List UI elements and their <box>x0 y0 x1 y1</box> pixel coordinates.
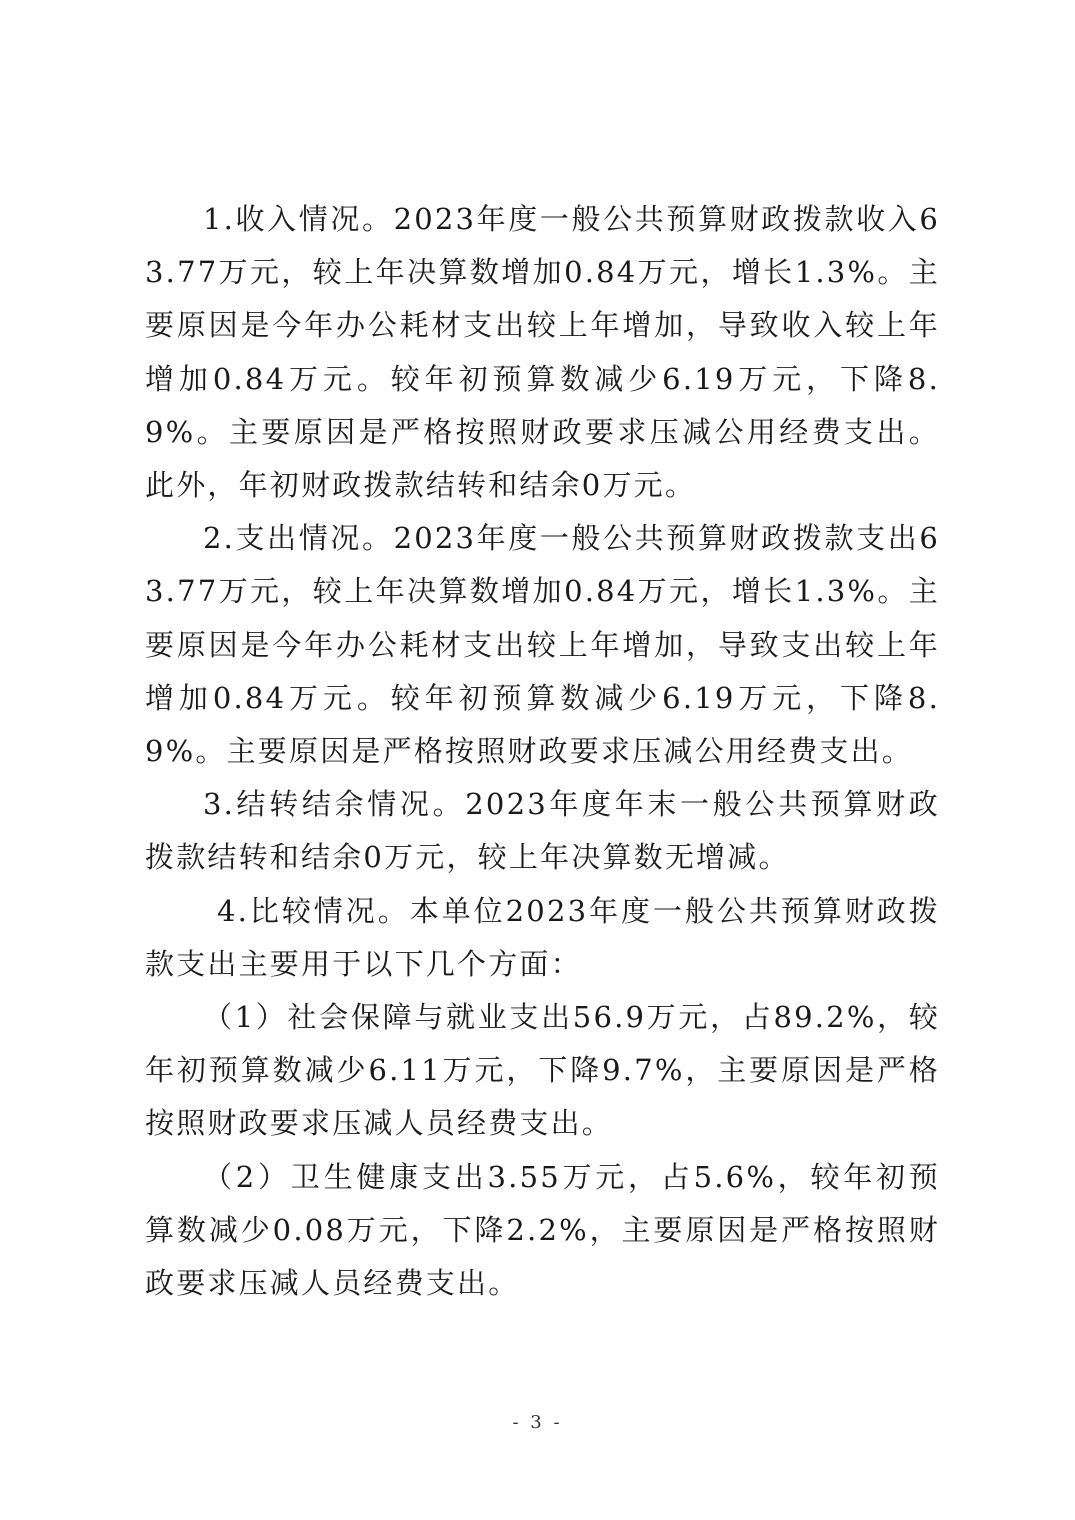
paragraph-comparison: 4.比较情况。本单位2023年度一般公共预算财政拨款支出主要用于以下几个方面： <box>145 893 940 981</box>
paragraph-social-security: （1）社会保障与就业支出56.9万元，占89.2%，较年初预算数减少6.11万元，下降9.7%，主要原因是严格按照财政要求压减人员经费支出。 <box>145 1000 940 1141</box>
document-body <box>145 193 940 1310</box>
paragraph-carryover: 3.结转结余情况。2023年度年末一般公共预算财政拨款结转和结余0万元，较上年决算数无增减。 <box>145 787 940 875</box>
paragraph-income: 1.收入情况。2023年度一般公共预算财政拨款收入63.77万元，较上年决算数增加0.84万元，增长1.3%。主要原因是今年办公耗材支出较上年增加，导致收入较上年增加0.84万元。较年初预算数减少6.19万元，下降8.9%。主要原因是严格按照财政要求压减公用经费支出。此外，年初财政拨款结转和结余0万元。 <box>145 202 940 503</box>
page-number: - 3 - <box>512 1412 563 1433</box>
paragraph-expenditure: 2.支出情况。2023年度一般公共预算财政拨款支出63.77万元，较上年决算数增加0.84万元，增长1.3%。主要原因是今年办公耗材支出较上年增加，导致支出较上年增加0.84万元。较年初预算数减少6.19万元，下降8.9%。主要原因是严格按照财政要求压减公用经费支出。 <box>145 521 940 769</box>
paragraph-health: （2）卫生健康支出3.55万元，占5.6%，较年初预算数减少0.08万元，下降2.2%，主要原因是严格按照财政要求压减人员经费支出。 <box>145 1159 940 1301</box>
